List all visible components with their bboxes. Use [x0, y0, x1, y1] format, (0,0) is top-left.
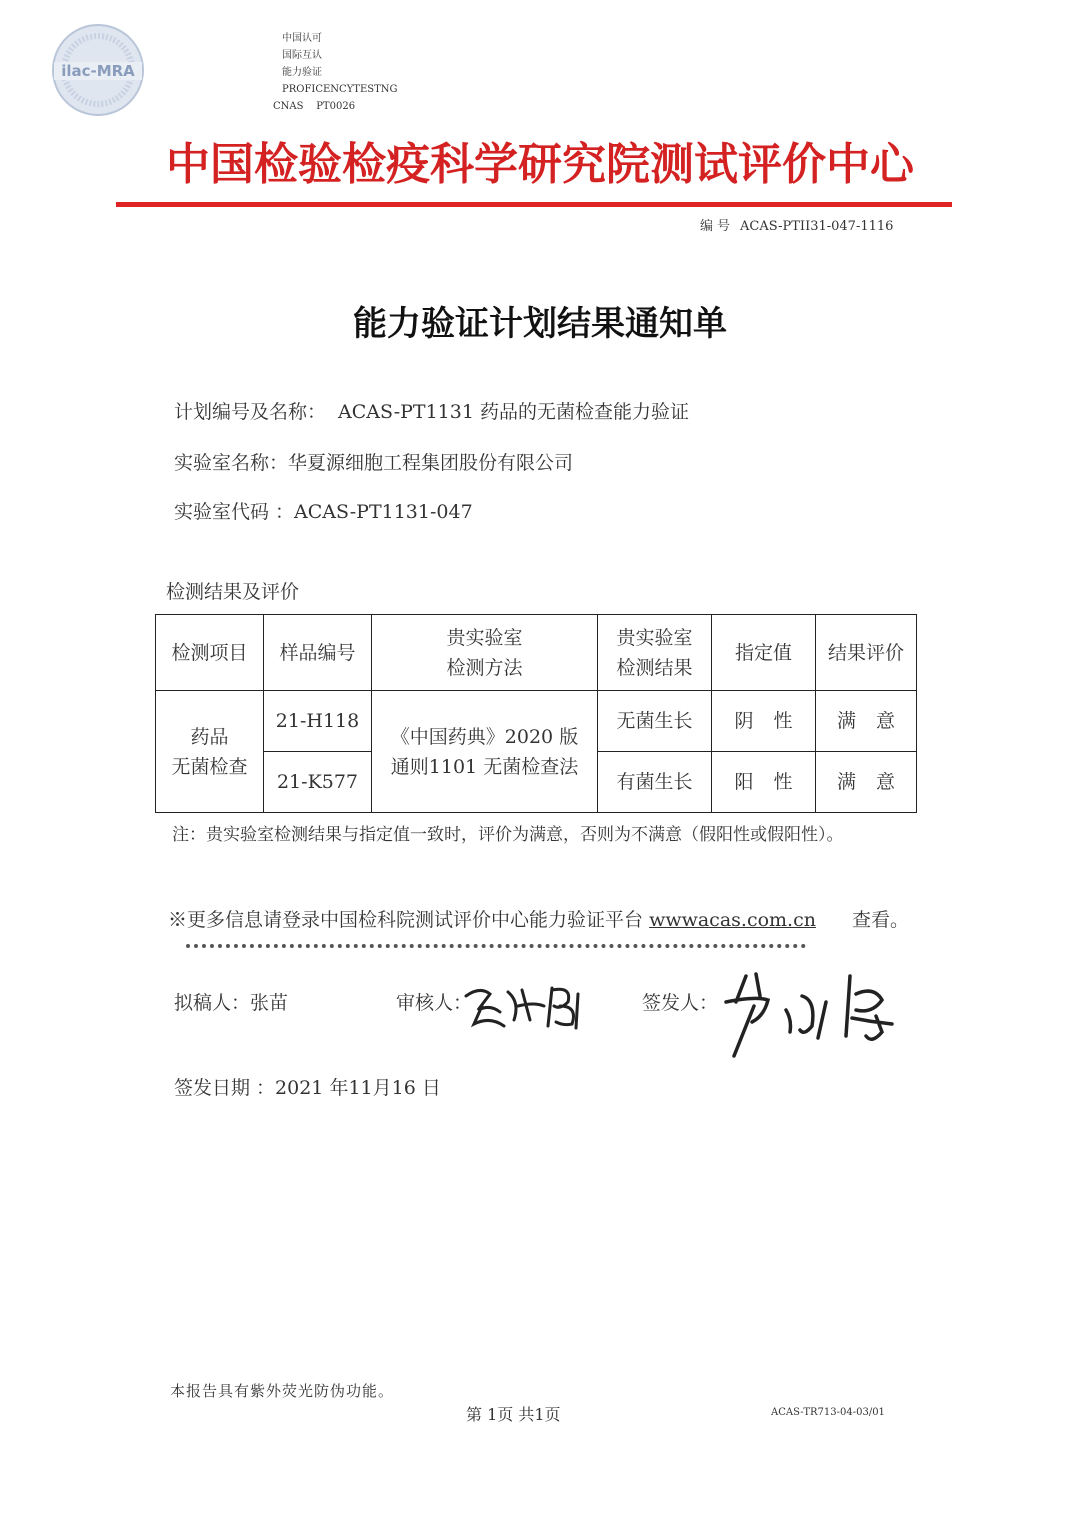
evaluation-cell: [816, 691, 917, 752]
item-line: 无菌检查: [171, 755, 248, 778]
cnas-code: PT0026: [316, 101, 356, 112]
header-evaluation: 结果评价: [816, 615, 917, 691]
evaluation-value: 满意: [836, 771, 915, 793]
doc-no-label: 编号: [700, 219, 735, 234]
plan-label: 计划编号及名称：: [174, 401, 327, 423]
result-cell: 有菌生长: [598, 752, 712, 813]
header-item: 检测项目: [156, 615, 264, 691]
accred-line: 能力验证: [282, 67, 322, 78]
code-label: 实验室代码 ：: [174, 501, 295, 523]
sample-cell: 21-H118: [264, 691, 372, 752]
doc-no-value: ACAS-PTII31-047-1116: [740, 219, 894, 234]
table-note: 注：贵实验室检测结果与指定值一致时，评价为满意，否则为不满意（假阳性或假阳性）。: [172, 825, 844, 845]
page-number: 第 1页 共1页: [466, 1405, 561, 1424]
section-title: 检测结果及评价: [166, 581, 300, 603]
method-line: 通则1101 无菌检查法: [390, 755, 579, 778]
header-result: [598, 615, 712, 691]
anti-fake-note: 本报告具有紫外荧光防伪功能。: [170, 1382, 395, 1400]
platform-link[interactable]: wwwacas.com.cn: [649, 909, 816, 931]
assigned-value: 阴性: [734, 710, 813, 732]
lab-line: [174, 448, 573, 475]
evaluation-value: 满意: [836, 710, 915, 732]
results-table: [155, 614, 917, 813]
assigned-cell: [712, 691, 816, 752]
method-cell: [372, 691, 598, 813]
header-result-line: 贵实验室: [616, 626, 693, 649]
accred-line: 中国认可: [282, 33, 322, 44]
table-row: [156, 691, 917, 752]
cnas-line: [273, 98, 398, 115]
more-info-suffix: 查看。: [852, 909, 910, 931]
ilac-mra-logo: [50, 22, 146, 118]
lab-label: 实验室名称：: [174, 452, 289, 474]
evaluation-cell: [816, 752, 917, 813]
lab-value: 华夏源细胞工程集团股份有限公司: [288, 452, 574, 474]
plan-value: ACAS-PT1131 药品的无菌检查能力验证: [338, 401, 689, 423]
reviewer-signature: [460, 976, 600, 1036]
header-assigned: 指定值: [712, 615, 816, 691]
result-cell: 无菌生长: [598, 691, 712, 752]
drafter-label: 拟稿人：: [174, 992, 251, 1014]
logo-text: ilac-MRA: [61, 62, 135, 80]
item-line: 药品: [190, 725, 229, 748]
header-sample: 样品编号: [264, 615, 372, 691]
issue-date-label: 签发日期 ：: [174, 1077, 276, 1099]
item-cell: [156, 691, 264, 813]
header-rule: [116, 202, 952, 207]
plan-line: [174, 397, 689, 424]
accreditation-block: [273, 30, 398, 115]
accred-line: PROFICENCYTESTNG: [282, 84, 398, 95]
header-result-line: 检测结果: [616, 656, 693, 679]
header-method: [372, 615, 598, 691]
header-method-line: 贵实验室: [446, 626, 523, 649]
org-title: 中国检验检疫科学研究院测试评价中心: [166, 139, 914, 190]
more-info-line: [168, 905, 909, 932]
drafter: [174, 988, 288, 1015]
more-info-text: ※更多信息请登录中国检科院测试评价中心能力验证平台: [168, 909, 644, 931]
dotted-divider: [186, 944, 806, 948]
method-line: 《中国药典》2020 版: [390, 725, 579, 748]
accred-line: 国际互认: [282, 50, 322, 61]
table-header-row: [156, 615, 917, 691]
drafter-name: 张苗: [250, 992, 289, 1014]
issue-date: [174, 1073, 441, 1100]
header-method-line: 检测方法: [446, 656, 523, 679]
document-number: [700, 215, 893, 234]
code-line: [174, 497, 473, 524]
sample-cell: 21-K577: [264, 752, 372, 813]
issuer-label: 签发人：: [642, 992, 719, 1014]
assigned-cell: [712, 752, 816, 813]
page-title: 能力验证计划结果通知单: [353, 304, 727, 344]
issuer-signature: [706, 966, 906, 1066]
issue-date-value: 2021 年11月16 日: [275, 1077, 441, 1099]
reviewer-label: 审核人：: [396, 992, 473, 1014]
form-number: ACAS-TR713-04-03/01: [771, 1407, 885, 1418]
cnas-label: CNAS: [273, 101, 304, 112]
assigned-value: 阳性: [734, 771, 813, 793]
code-value: ACAS-PT1131-047: [294, 501, 473, 523]
